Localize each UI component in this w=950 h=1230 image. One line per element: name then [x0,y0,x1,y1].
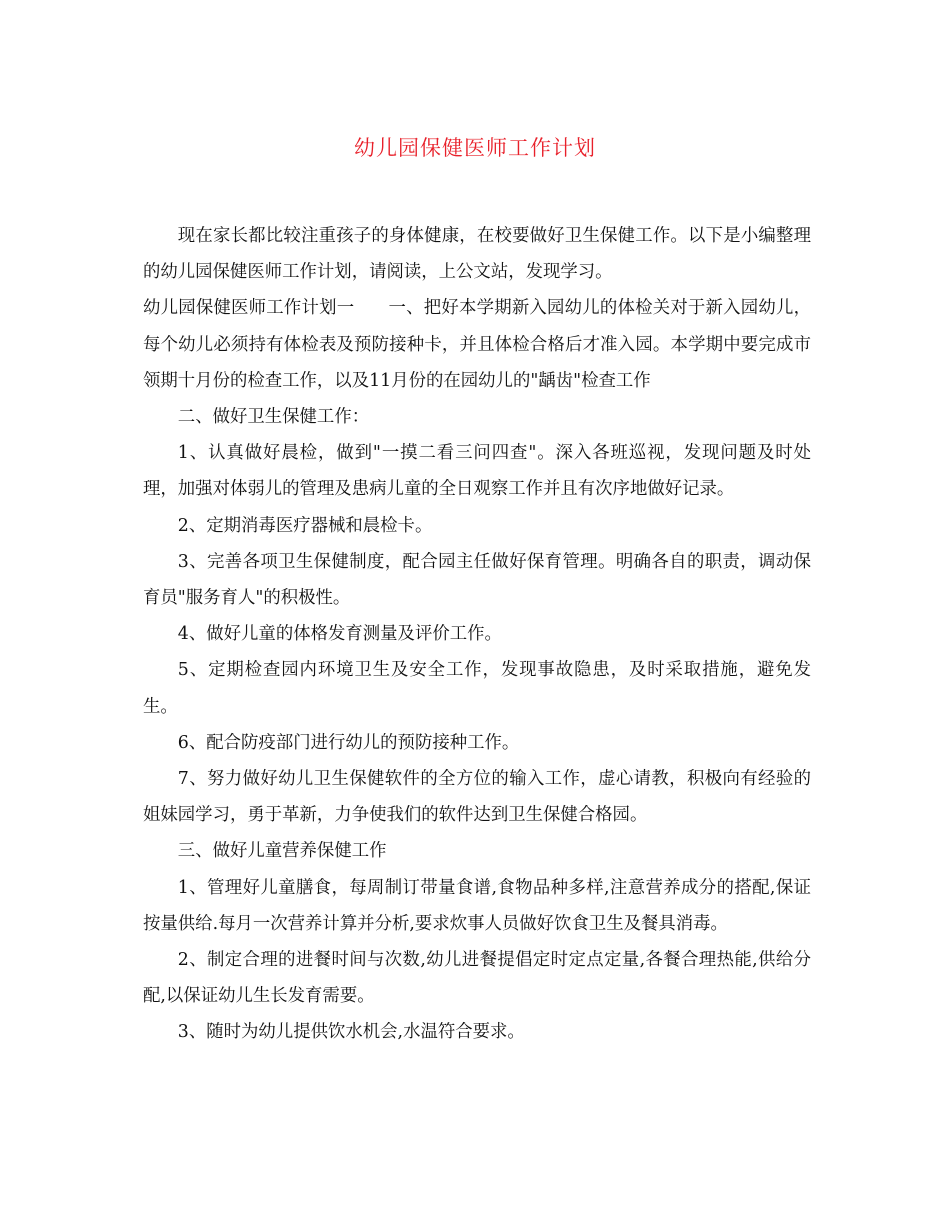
section-two-item-3: 3、完善各项卫生保健制度，配合园主任做好保育管理。明确各自的职责，调动保育员"服务育人"的积极性。 [143,551,811,609]
section-two-item-7: 7、努力做好幼儿卫生保健软件的全方位的输入工作，虚心请教，积极向有经验的姐妹园学习，勇于革新，力争使我们的软件达到卫生保健合格园。 [143,769,811,826]
section-two-item-2: 2、定期消毒医疗器械和晨检卡。 [177,515,433,536]
plan-one-heading: 幼儿园保健医师工作计划一 [143,298,355,319]
document-body [143,218,811,1051]
section-three-item-2: 2、制定合理的进餐时间与次数,幼儿进餐提倡定时定点定量,各餐合理热能,供给分配,以保证幼儿生长发育需要。 [143,950,811,1007]
section-three-item-3: 3、随时为幼儿提供饮水机会,水温符合要求。 [177,1022,525,1043]
section-three-item-1: 1、管理好儿童膳食，每周制订带量食谱,食物品种多样,注意营养成分的搭配,保证按量供给.每月一次营养计算并分析,要求炊事人员做好饮食卫生及餐具消毒。 [143,877,811,934]
section-two-item-4: 4、做好儿童的体格发育测量及评价工作。 [177,624,502,645]
section-two-item-1: 1、认真做好晨检，做到"一摸二看三问四查"。深入各班巡视，发现问题及时处理，加强对体弱儿的管理及患病儿童的全日观察工作并且有次序地做好记录。 [143,443,811,500]
section-two-heading: 二、做好卫生保健工作： [177,407,370,428]
document-title: 幼儿园保健医师工作计划 [354,136,596,160]
intro-paragraph: 现在家长都比较注重孩子的身体健康，在校要做好卫生保健工作。以下是小编整理的幼儿园保健医师工作计划，请阅读，上公文站，发现学习。 [143,226,811,283]
plan-one-text: 一、把好本学期新入园幼儿的体检关对于新入园幼儿，每个幼儿必须持有体检表及预防接种卡，并且体检合格后才准入园。本学期中要完成市领期十月份的检查工作，以及11月份的在园幼儿的"龋齿"检查工作 [143,298,811,391]
section-two-item-6: 6、配合防疫部门进行幼儿的预防接种工作。 [177,732,520,753]
plan-one-paragraph [143,290,811,399]
section-three-heading: 三、做好儿童营养保健工作 [177,841,387,862]
section-two-item-5: 5、定期检查园内环境卫生及安全工作，发现事故隐患，及时采取措施，避免发生。 [143,660,811,717]
